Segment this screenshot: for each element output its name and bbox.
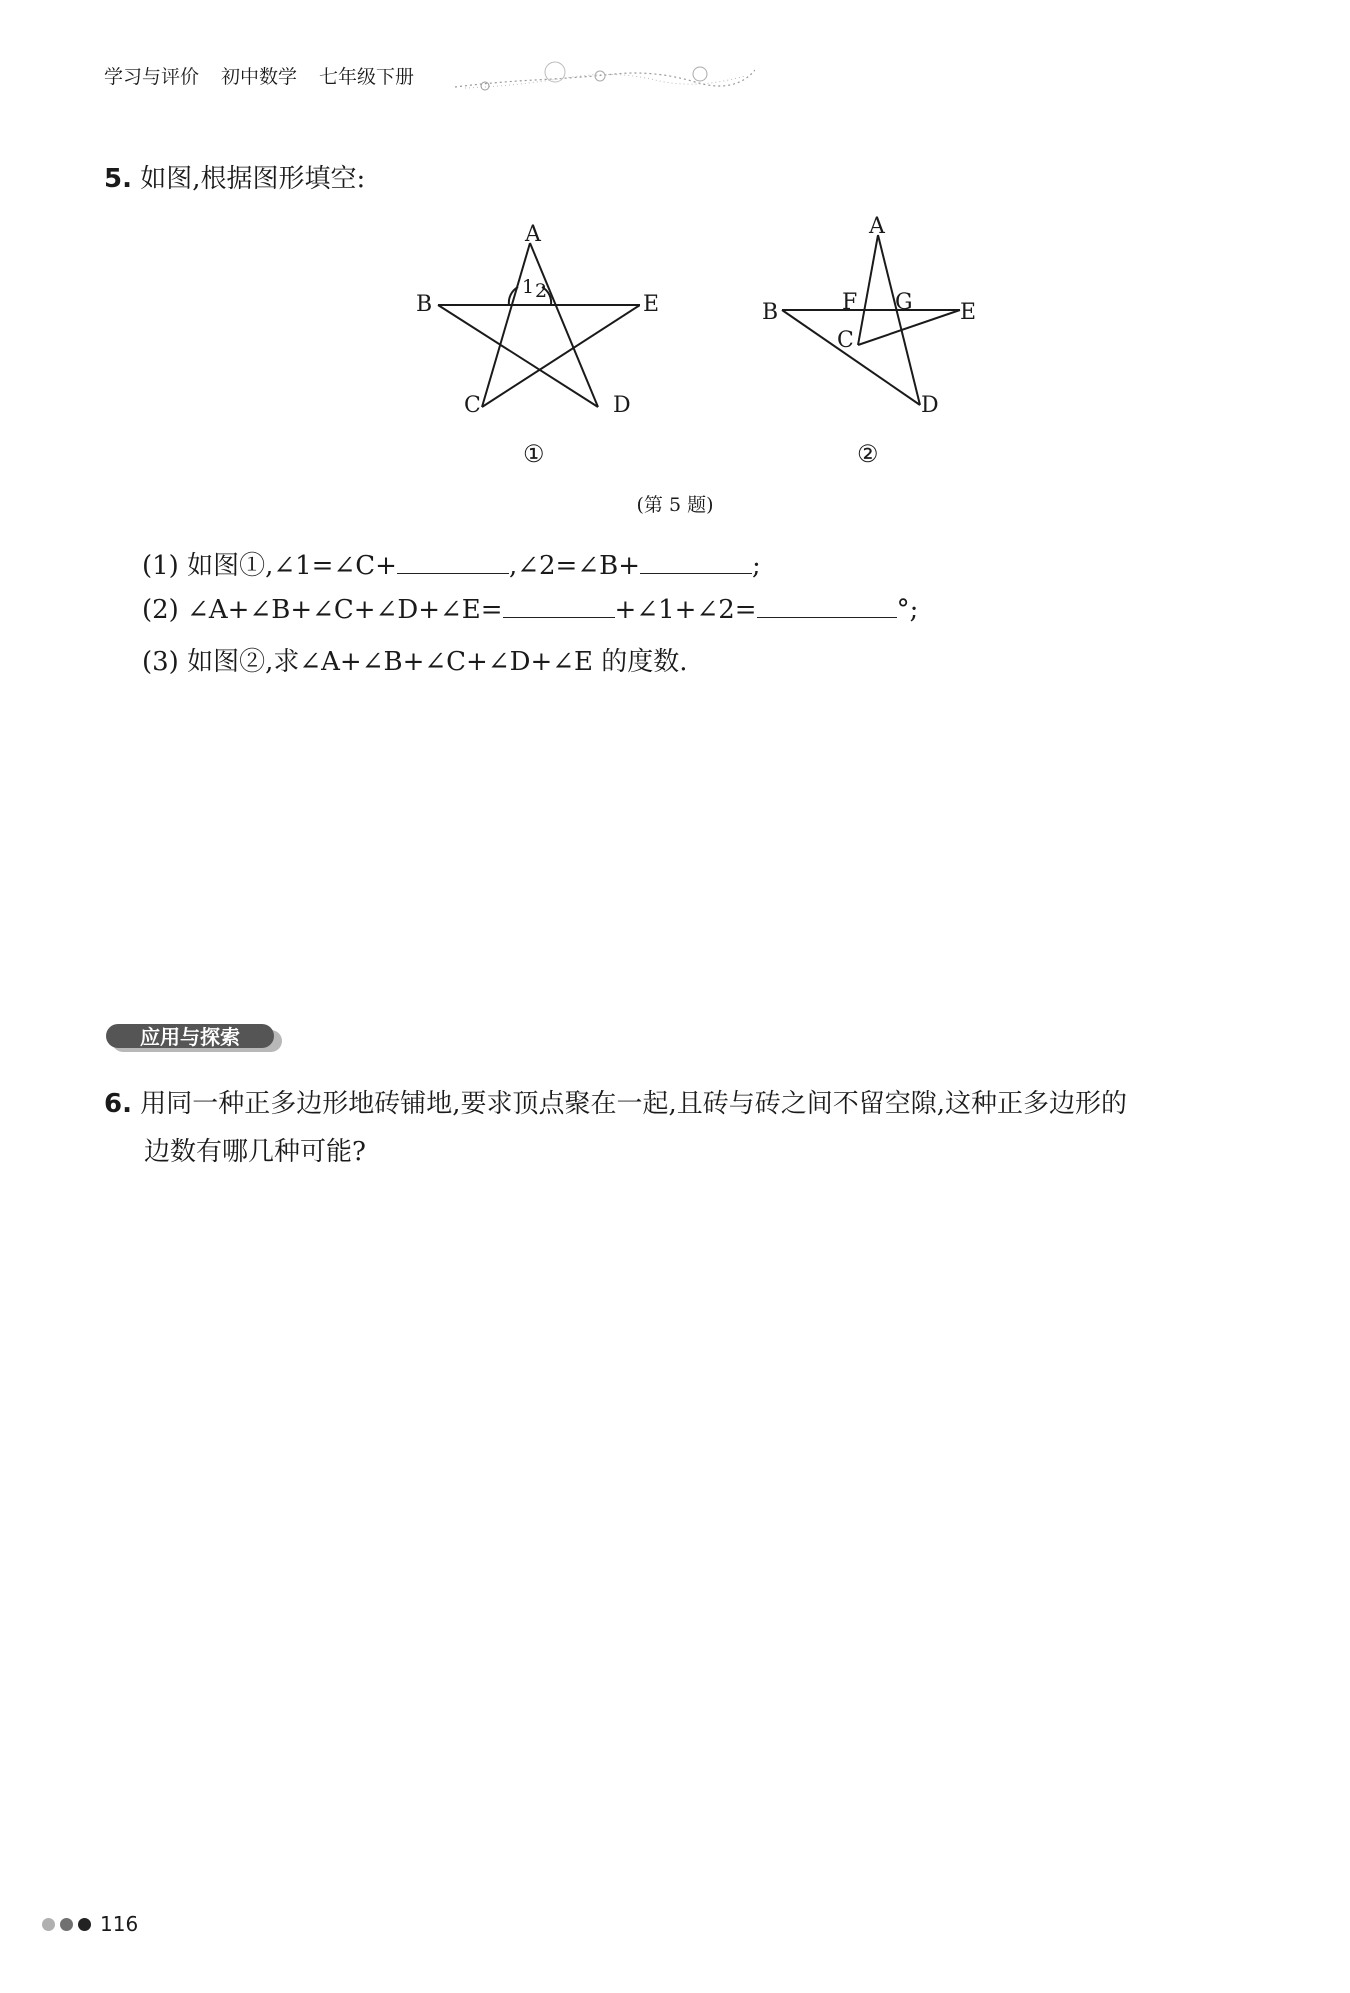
subq3-text: (3) 如图②,求∠A+∠B+∠C+∠D+∠E 的度数. bbox=[142, 647, 688, 677]
subquestion-3 bbox=[142, 641, 688, 678]
question-5 bbox=[104, 158, 365, 195]
edge-AC bbox=[482, 243, 530, 407]
fig2-label-A: A bbox=[869, 214, 885, 239]
answer-blank-2[interactable] bbox=[640, 549, 752, 574]
subq1-pre: (1) 如图①,∠1=∠C+ bbox=[142, 551, 397, 581]
footer-dot-light bbox=[42, 1918, 55, 1931]
question-number: 6. bbox=[104, 1089, 132, 1119]
footer-dot-mid bbox=[60, 1918, 73, 1931]
edge-CE bbox=[858, 310, 960, 345]
fig1-label-B: B bbox=[416, 292, 433, 317]
question-number: 5. bbox=[104, 164, 132, 194]
fig2-label-E: E bbox=[960, 300, 977, 325]
subq1-end: ; bbox=[752, 551, 761, 581]
fig2-label-C: C bbox=[837, 328, 854, 353]
header-grade: 七年级下册 bbox=[319, 65, 415, 88]
fig1-angle-1: 1 bbox=[522, 276, 535, 298]
figure-caption: (第 5 题) bbox=[636, 494, 714, 516]
figure-1-star bbox=[410, 225, 640, 430]
header-decoration bbox=[455, 52, 755, 92]
fig2-caption: ② bbox=[857, 440, 879, 468]
fig2-label-D: D bbox=[921, 393, 939, 418]
subq2-pre: (2) ∠A+∠B+∠C+∠D+∠E= bbox=[142, 595, 503, 625]
page-number: 116 bbox=[100, 1912, 139, 1936]
question-5-text: 如图,根据图形填空: bbox=[140, 164, 366, 194]
edge-AD bbox=[530, 243, 598, 407]
answer-blank-3[interactable] bbox=[503, 593, 615, 618]
figure-2-star bbox=[770, 225, 970, 415]
fig1-label-E: E bbox=[643, 292, 660, 317]
fig1-label-D: D bbox=[613, 393, 631, 418]
fig1-angle-2: 2 bbox=[535, 280, 548, 302]
answer-blank-1[interactable] bbox=[397, 549, 509, 574]
fig1-label-A: A bbox=[525, 222, 541, 247]
answer-blank-4[interactable] bbox=[757, 593, 897, 618]
question-6-line2: 边数有哪几种可能? bbox=[144, 1137, 366, 1167]
edge-BD bbox=[438, 305, 598, 407]
section-tag bbox=[106, 1020, 286, 1056]
section-title: 应用与探索 bbox=[140, 1025, 240, 1049]
header-subject: 初中数学 bbox=[221, 65, 298, 88]
subquestion-2 bbox=[142, 593, 918, 625]
question-6-line1: 用同一种正多边形地砖铺地,要求顶点聚在一起,且砖与砖之间不留空隙,这种正多边形的 bbox=[140, 1089, 1128, 1119]
subq2-mid: +∠1+∠2= bbox=[614, 595, 757, 625]
subquestion-1 bbox=[142, 545, 761, 582]
edge-AC bbox=[858, 235, 878, 345]
fig2-label-G: G bbox=[895, 290, 913, 315]
page-footer bbox=[42, 1912, 138, 1936]
fig1-caption: ① bbox=[523, 440, 545, 468]
header-series: 学习与评价 bbox=[104, 65, 200, 88]
fig2-label-B: B bbox=[762, 300, 779, 325]
footer-dot-dark bbox=[78, 1918, 91, 1931]
subq1-mid: ,∠2=∠B+ bbox=[508, 551, 640, 581]
question-6 bbox=[104, 1080, 1254, 1176]
page-header bbox=[104, 60, 436, 90]
fig2-label-F: F bbox=[842, 290, 858, 315]
subq2-end: °; bbox=[896, 595, 919, 625]
fig1-label-C: C bbox=[464, 393, 481, 418]
